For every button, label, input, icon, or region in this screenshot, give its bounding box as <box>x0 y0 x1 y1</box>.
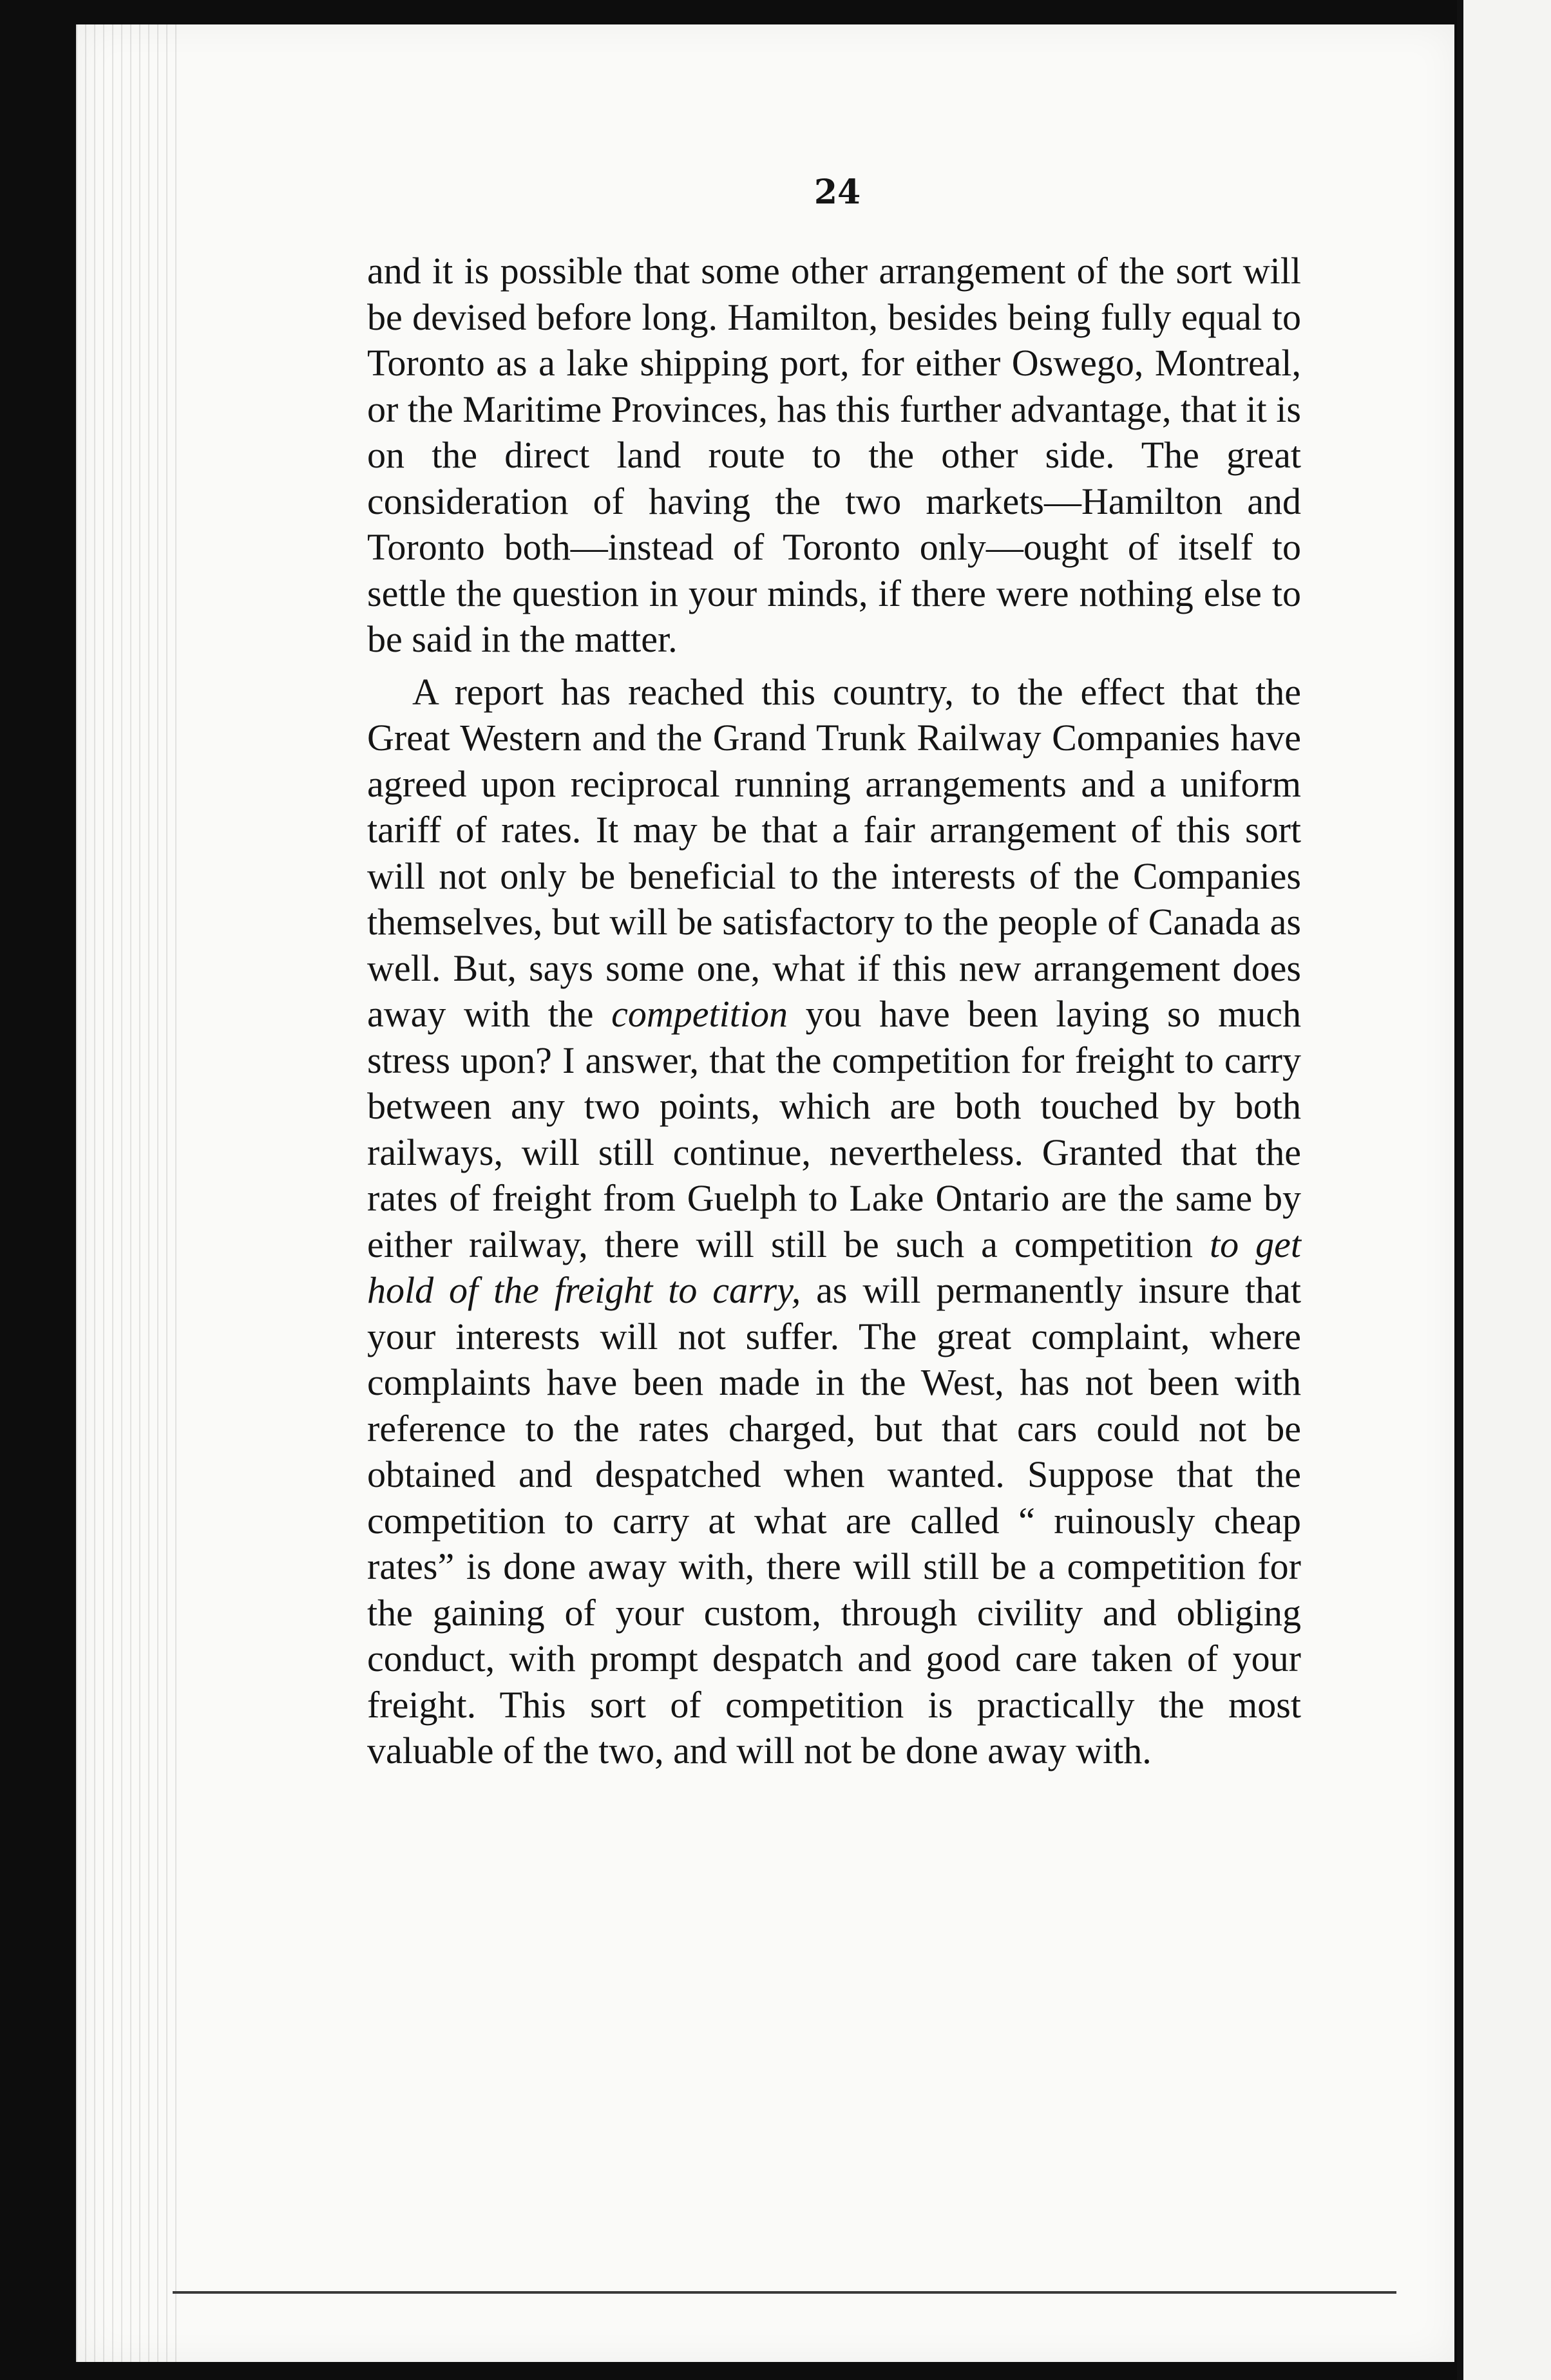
page-number: 24 <box>814 173 861 212</box>
paragraph-2-segment-3: as will permanently insure that your interests will not suffer. The great complaint, where complaints have been made in the West, has not been with reference to the rates charged, but that cars could not be obtained and despatched when wanted. Suppose that the competition to carry at what are called “ ruinously cheap rates” is done away with, there will still be a competition for the gaining of your custom, through civility and obliging conduct, with prompt despatch and good care taken of your freight. This sort of competition is practically the most valuable of the two, and will not be done away with. <box>367 1269 1301 1771</box>
bottom-rule <box>173 2291 1396 2294</box>
adjacent-page-edge <box>1457 0 1551 2380</box>
paragraph-1: and it is possible that some other arrangement of the sort will be devised before long. Hamilton, besides being fully equal to Toronto as a lake shipping port, for either Oswego, Montreal, or the Maritime Provinces, has this further advantage, that it is on the direct land route to the other side. The great consideration of having the two markets—Hamilton and Toronto both—instead of Toronto only—ought of itself to settle the question in your minds, if there were nothing else to be said in the matter. <box>367 250 1301 660</box>
page-body <box>367 248 1301 1780</box>
paragraph-2-segment-2: you have been laying so much stress upon? I answer, that the competition for freight to carry between any two points, which are both touched by both railways, will still continue, nevertheless. Granted that the rates of freight from Guelph to Lake Ontario are the same by either railway, there will still be such a competition <box>367 993 1301 1265</box>
emphasis-freight: to get hold of the freight to carry, <box>367 1223 1301 1311</box>
page-gutter <box>76 24 179 2362</box>
paragraph-2-segment-1: A report has reached this country, to the effect that the Great Western and the Grand Trunk Railway Companies have agreed upon reciprocal running arrangements and a uniform tariff of rates. It may be that a fair arrangement of this sort will not only be beneficial to the interests of the Companies themselves, but will be satisfactory to the people of Canada as well. But, says some one, what if this new arrangement does away with the <box>367 670 1301 1035</box>
emphasis-competition: competition <box>611 993 788 1035</box>
paragraph-2 <box>367 669 1301 1774</box>
